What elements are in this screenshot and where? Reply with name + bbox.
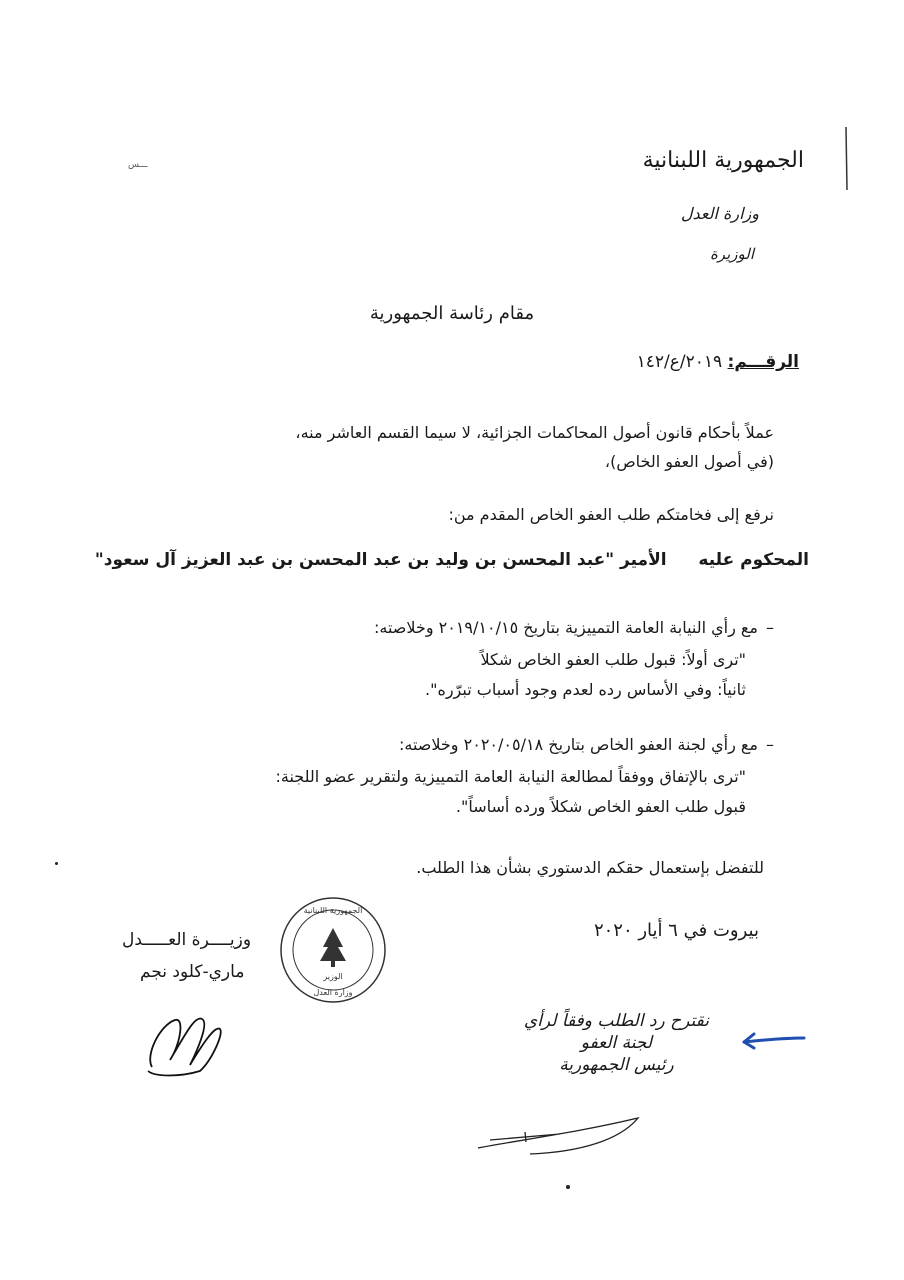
closing-line: للتفضل بإستعمال حقكم الدستوري بشأن هذا الطلب. [416, 858, 764, 877]
stray-dot [55, 862, 58, 865]
addressee-title: مقام رئاسة الجمهورية [369, 303, 535, 324]
stray-dot [566, 1185, 570, 1189]
intro-line-1: عملاً بأحكام قانون أصول المحاكمات الجزائية، لا سيما القسم العاشر منه، [295, 423, 774, 442]
opinion-2-line-1: –مع رأي لجنة العفو الخاص بتاريخ ٢٠٢٠/٠٥/١٨ وخلاصته: [398, 735, 774, 754]
opinion-1-line-1: –مع رأي النيابة العامة التمييزية بتاريخ ٢٠١٩/١٠/١٥ وخلاصته: [374, 618, 774, 637]
decision-line-2: لجنة العفو [580, 1033, 653, 1053]
handwritten-decision [524, 1010, 709, 1076]
cedar-icon [320, 928, 346, 961]
seal-text-top: الجمهورية اللبنانية [303, 906, 363, 915]
place-date: بيروت في ٦ أيار ٢٠٢٠ [593, 920, 759, 941]
corner-mark: ـــس [128, 160, 148, 170]
minister-name: ماري-كلود نجم [140, 962, 245, 982]
header-minister: الوزيرة [709, 245, 754, 263]
reference-label: الرقـــم: [727, 352, 799, 372]
seal-text-middle: الوزير [323, 972, 343, 981]
decision-line-3: رئيس الجمهورية [559, 1055, 674, 1075]
opinion-2-line-2: "ترى بالإتفاق ووفقاً لمطالعة النيابة العامة التمييزية ولتقرير عضو اللجنة: [275, 767, 746, 786]
reference-value: ٢٠١٩/ع/١٤٢ [636, 352, 723, 372]
header-ministry: وزارة العدل [680, 204, 759, 223]
margin-line [838, 125, 850, 195]
ministry-signature-title: وزيــــرة العـــــدل [122, 930, 252, 950]
header-country: الجمهورية اللبنانية [642, 148, 804, 173]
opinion-2-line-3: قبول طلب العفو الخاص شكلاً ورده أساساً". [455, 797, 746, 816]
convicted-person [95, 550, 809, 570]
president-signature [470, 1110, 650, 1170]
seal-text-bottom: وزارة العدل [313, 988, 353, 997]
request-line: نرفع إلى فخامتكم طلب العفو الخاص المقدم من: [448, 505, 774, 524]
intro-line-2: (في أصول العفو الخاص)، [604, 452, 774, 471]
blue-arrow-icon [738, 1028, 808, 1052]
ministry-seal [278, 895, 388, 1005]
reference-number [637, 352, 799, 372]
convicted-name: الأمير "عبد المحسن بن وليد بن عبد المحسن بن عبد العزيز آل سعود" [94, 550, 667, 570]
convicted-label: المحكوم عليه [698, 550, 809, 570]
decision-line-1: نقترح رد الطلب وفقاً لرأي [523, 1011, 709, 1031]
minister-signature [140, 1005, 230, 1080]
opinion-1-line-2: "ترى أولاً: قبول طلب العفو الخاص شكلاً [480, 650, 746, 669]
opinion-1-line-3: ثانياً: وفي الأساس رده لعدم وجود أسباب تبرّره". [425, 680, 746, 699]
